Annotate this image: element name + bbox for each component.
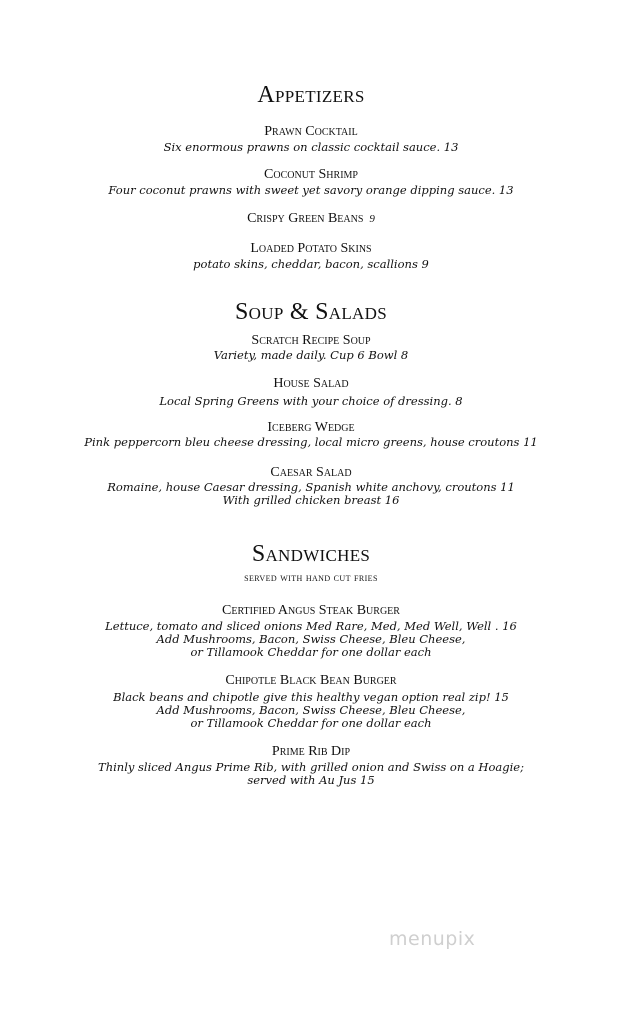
item-desc-steak-burger-2: Add Mushrooms, Bacon, Swiss Cheese, Bleu Cheese, <box>156 632 466 646</box>
item-name-crispy-green-beans-label: Crispy Green Beans <box>247 211 364 226</box>
menupix-watermark: menupix <box>389 928 476 950</box>
section-subtitle-sandwiches: served with hand cut fries <box>244 572 378 584</box>
item-price-crispy-green-beans: 9 <box>369 213 375 225</box>
item-name-prawn-cocktail: Prawn Cocktail <box>264 124 358 139</box>
item-name-certified-angus-steak-burger: Certified Angus Steak Burger <box>222 603 400 618</box>
item-name-scratch-recipe-soup: Scratch Recipe Soup <box>251 333 371 348</box>
section-title-sandwiches: Sandwiches <box>251 541 371 567</box>
item-name-prime-rib-dip: Prime Rib Dip <box>271 744 351 759</box>
item-desc-prime-rib-dip-2: served with Au Jus 15 <box>247 773 375 787</box>
item-desc-loaded-potato-skins: potato skins, cheddar, bacon, scallions 9 <box>193 257 429 271</box>
item-name-loaded-potato-skins: Loaded Potato Skins <box>250 241 372 256</box>
item-desc-scratch-recipe-soup: Variety, made daily. Cup 6 Bowl 8 <box>213 348 409 362</box>
item-desc-caesar-salad-2: With grilled chicken breast 16 <box>222 493 400 507</box>
item-desc-coconut-shrimp: Four coconut prawns with sweet yet savory orange dipping sauce. 13 <box>108 183 514 197</box>
item-desc-house-salad: Local Spring Greens with your choice of dressing. 8 <box>159 394 463 408</box>
section-title-soup-salads: Soup & Salads <box>235 299 387 325</box>
item-name-crispy-green-beans <box>0 211 622 227</box>
item-desc-black-bean-burger-1: Black beans and chipotle give this healthy vegan option real zip! 15 <box>113 690 509 704</box>
item-name-caesar-salad: Caesar Salad <box>270 465 352 480</box>
item-desc-black-bean-burger-3: or Tillamook Cheddar for one dollar each <box>190 716 432 730</box>
item-desc-black-bean-burger-2: Add Mushrooms, Bacon, Swiss Cheese, Bleu Cheese, <box>156 703 466 717</box>
item-desc-prime-rib-dip-1: Thinly sliced Angus Prime Rib, with grilled onion and Swiss on a Hoagie; <box>98 760 524 774</box>
item-name-chipotle-black-bean-burger: Chipotle Black Bean Burger <box>225 673 397 688</box>
item-desc-steak-burger-3: or Tillamook Cheddar for one dollar each <box>190 645 432 659</box>
item-desc-prawn-cocktail: Six enormous prawns on classic cocktail sauce. 13 <box>163 140 459 154</box>
item-desc-caesar-salad-1: Romaine, house Caesar dressing, Spanish white anchovy, croutons 11 <box>107 480 515 494</box>
section-title-appetizers: Appetizers <box>257 82 365 108</box>
item-name-iceberg-wedge: Iceberg Wedge <box>267 420 355 435</box>
item-name-coconut-shrimp: Coconut Shrimp <box>264 167 358 182</box>
item-desc-steak-burger-1: Lettuce, tomato and sliced onions Med Rare, Med, Med Well, Well . 16 <box>105 619 517 633</box>
item-name-house-salad: House Salad <box>273 376 349 391</box>
item-desc-iceberg-wedge: Pink peppercorn bleu cheese dressing, local micro greens, house croutons 11 <box>84 435 538 449</box>
